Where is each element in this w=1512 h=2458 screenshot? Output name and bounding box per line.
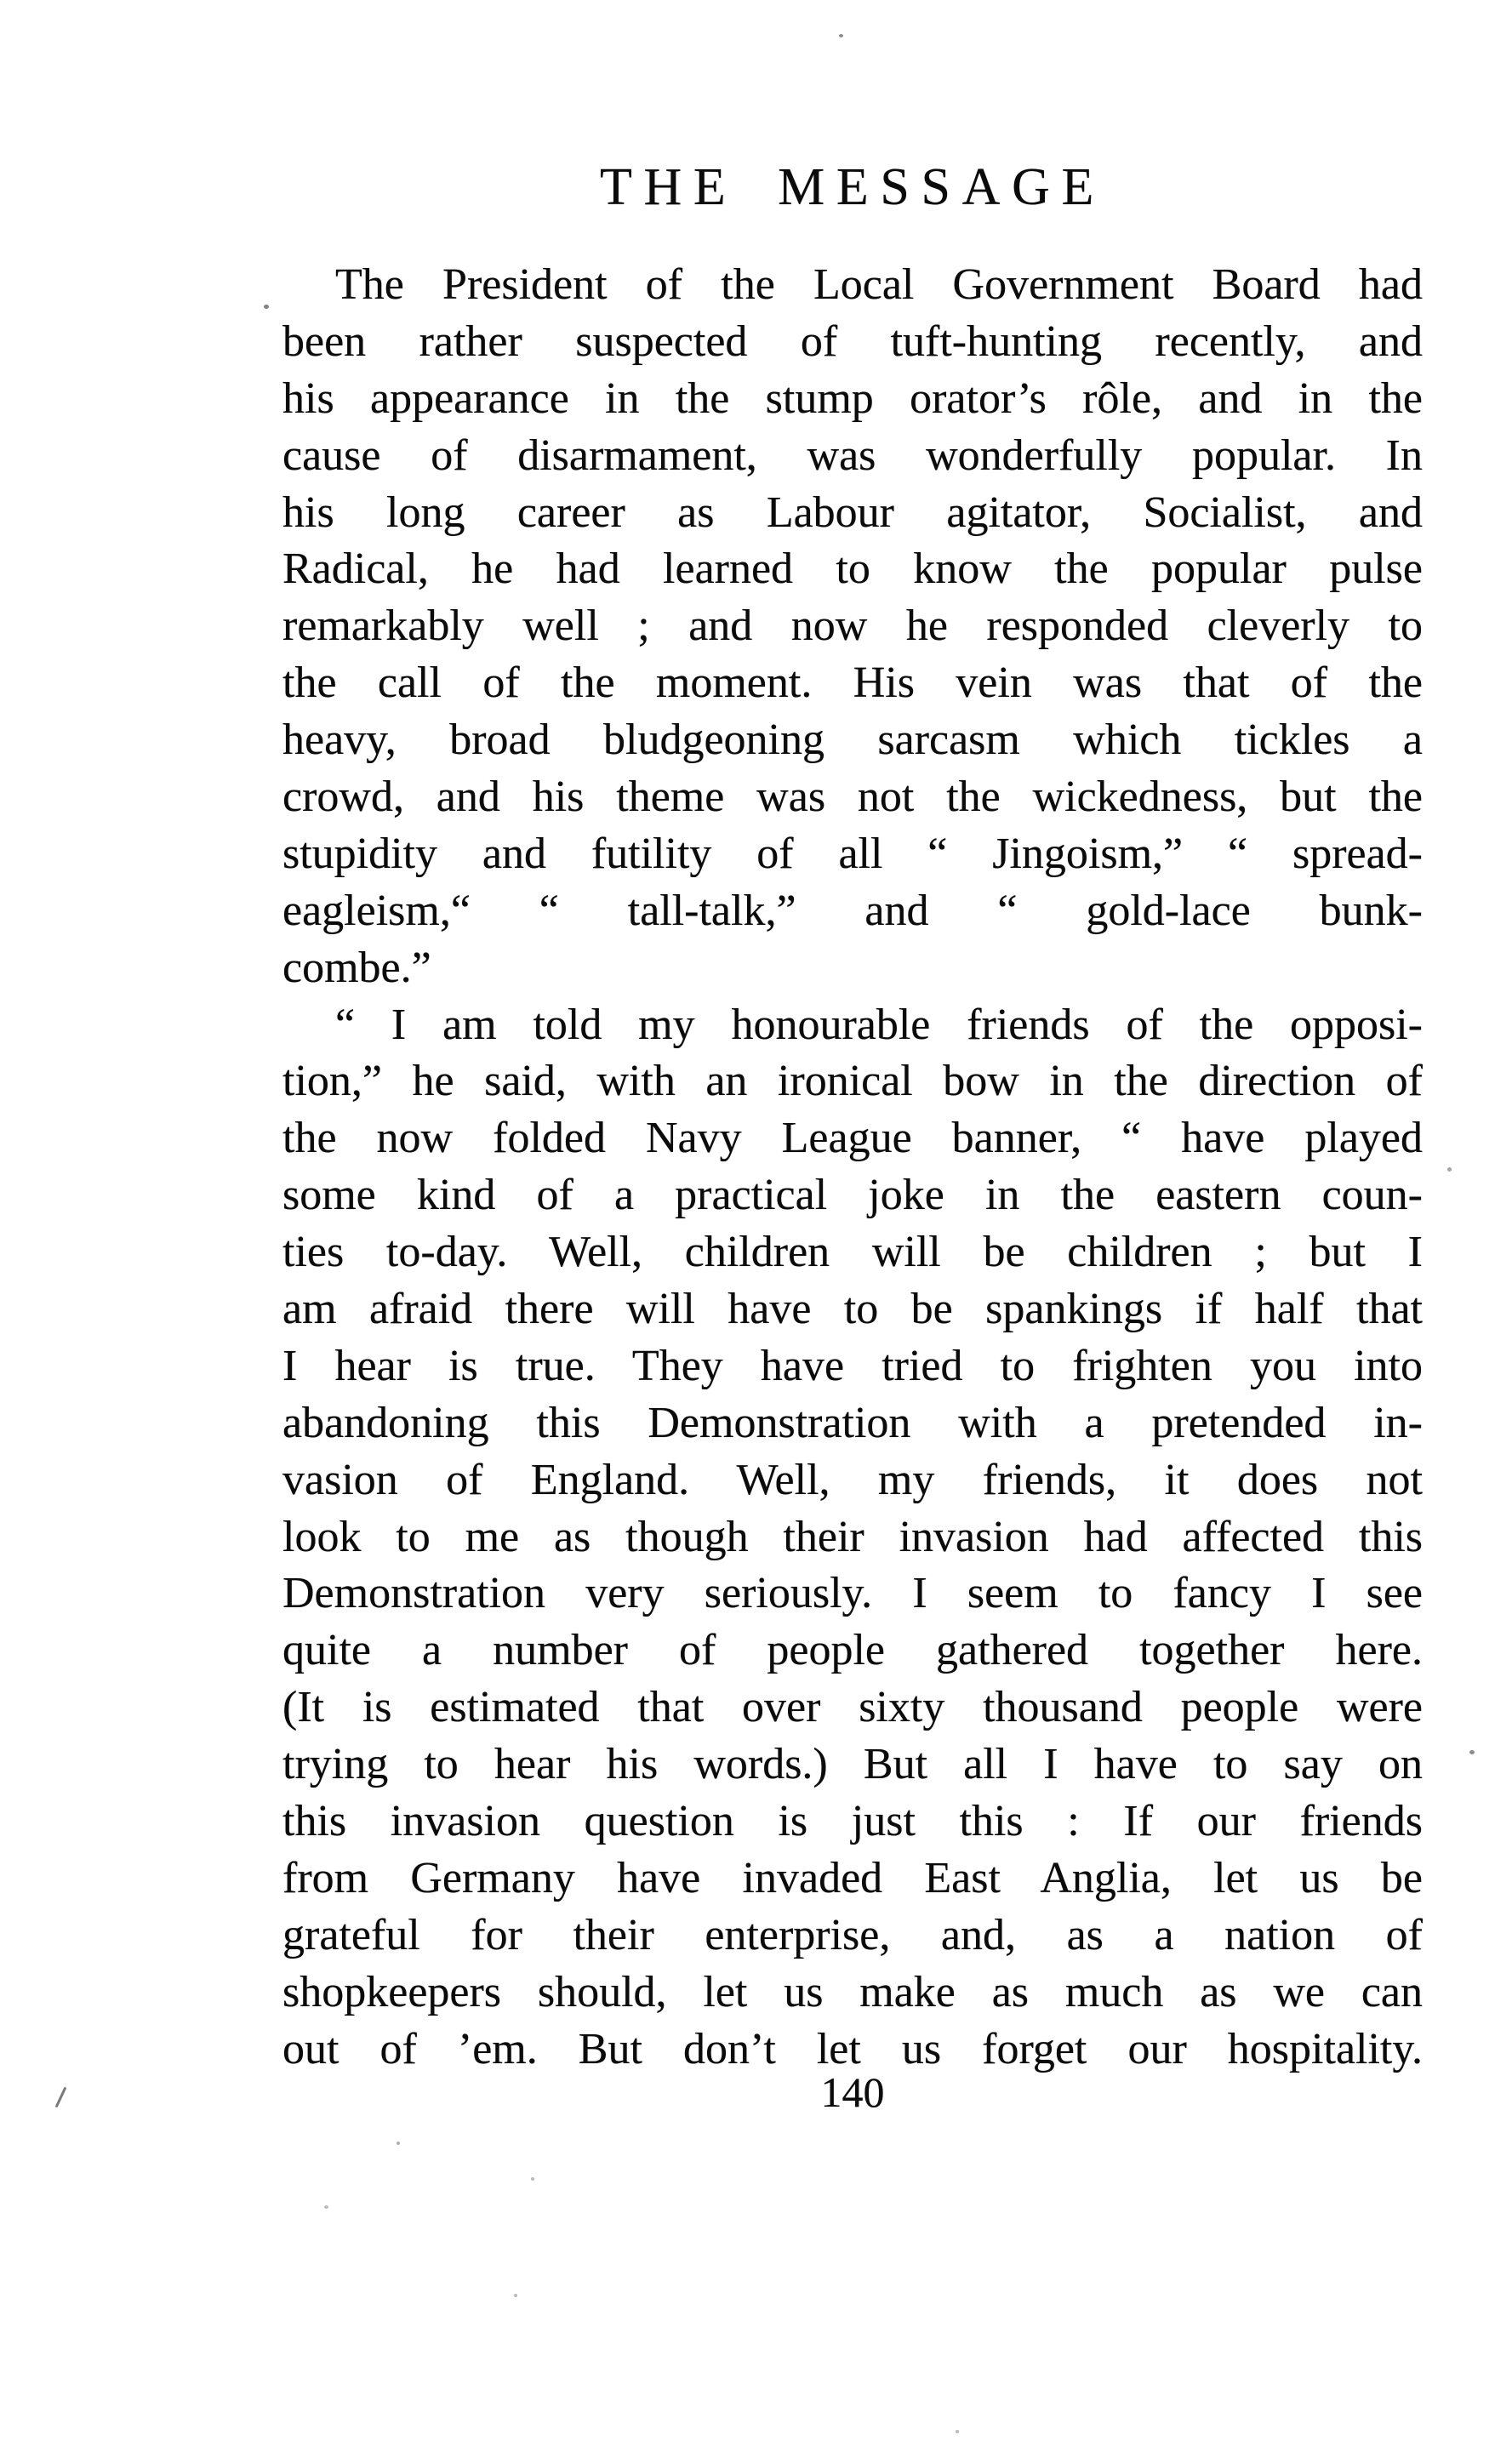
text-line: the call of the moment. His vein was that of the bbox=[282, 659, 1423, 708]
scan-speck bbox=[264, 305, 269, 309]
text-line: am afraid there will have to be spankings if half that bbox=[282, 1285, 1423, 1334]
text-line: combe.” bbox=[282, 943, 431, 992]
text-line: Demonstration very seriously. I seem to fancy I see bbox=[282, 1569, 1423, 1618]
text-line: out of ’em. But don’t let us forget our hospitality. bbox=[282, 2024, 1423, 2073]
scan-speck bbox=[956, 2430, 959, 2433]
scan-speck bbox=[514, 2294, 517, 2297]
text-line: “ I am told my honourable friends of the opposi- bbox=[335, 1000, 1423, 1049]
text-line: his long career as Labour agitator, Socialist, and bbox=[282, 488, 1423, 537]
text-line: cause of disarmament, was wonderfully popular. In bbox=[282, 431, 1423, 480]
text-line: ties to-day. Well, children will be children ; but I bbox=[282, 1228, 1423, 1277]
scan-speck bbox=[531, 2177, 534, 2181]
paragraph bbox=[282, 997, 1423, 2079]
text-line: grateful for their enterprise, and, as a nation of bbox=[282, 1910, 1423, 1959]
text-line: I hear is true. They have tried to frighten you into bbox=[282, 1341, 1423, 1390]
text-line: tion,” he said, with an ironical bow in the direction of bbox=[282, 1057, 1423, 1106]
text-line: look to me as though their invasion had affected this bbox=[282, 1512, 1423, 1561]
text-line: trying to hear his words.) But all I have to say on bbox=[282, 1740, 1423, 1789]
text-line: some kind of a practical joke in the eastern coun- bbox=[282, 1171, 1423, 1220]
text-line: stupidity and futility of all “ Jingoism,” “ spread- bbox=[282, 829, 1423, 878]
scan-speck bbox=[839, 34, 843, 37]
text-line: heavy, broad bludgeoning sarcasm which tickles a bbox=[282, 716, 1423, 765]
text-line: quite a number of people gathered together here. bbox=[282, 1626, 1423, 1675]
text-line: The President of the Local Government Board had bbox=[335, 260, 1423, 309]
text-line: this invasion question is just this : If our friends bbox=[282, 1797, 1423, 1846]
scan-speck bbox=[324, 2205, 328, 2209]
text-line: remarkably well ; and now he responded cleverly to bbox=[282, 602, 1423, 651]
text-line: been rather suspected of tuft-hunting recently, and bbox=[282, 317, 1423, 366]
text-line: crowd, and his theme was not the wickedness, but the bbox=[282, 773, 1423, 822]
scan-speck bbox=[1447, 1167, 1452, 1172]
scan-speck bbox=[1469, 1750, 1475, 1754]
page-title: THE MESSAGE bbox=[599, 158, 1106, 216]
text-line: eagleism,“ “ tall-talk,” and “ gold-lace bunk- bbox=[282, 886, 1423, 935]
text-line: abandoning this Demonstration with a pretended in- bbox=[282, 1398, 1423, 1447]
text-line: Radical, he had learned to know the popular pulse bbox=[282, 545, 1423, 594]
page-number: 140 bbox=[820, 2068, 885, 2116]
text-line: (It is estimated that over sixty thousand people were bbox=[282, 1683, 1423, 1732]
text-line: his appearance in the stump orator’s rôle, and in the bbox=[282, 374, 1423, 423]
text-line: vasion of England. Well, my friends, it does not bbox=[282, 1455, 1423, 1504]
scan-mark bbox=[55, 2087, 67, 2108]
paragraph bbox=[282, 257, 1423, 997]
text-line: the now folded Navy League banner, “ have played bbox=[282, 1114, 1423, 1163]
scan-speck bbox=[397, 2141, 400, 2145]
text-line: shopkeepers should, let us make as much as we can bbox=[282, 1967, 1423, 2016]
body-text bbox=[282, 257, 1423, 2079]
text-line: from Germany have invaded East Anglia, let us be bbox=[282, 1853, 1423, 1902]
